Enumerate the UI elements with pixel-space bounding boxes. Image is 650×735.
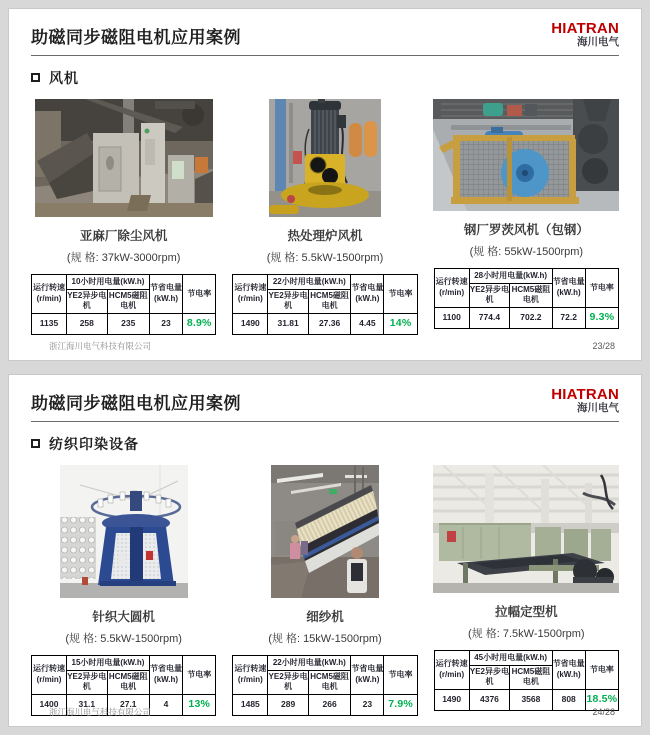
ye2-value-cell: 31.81 bbox=[268, 313, 309, 334]
hcm5-header-cell: HCM5磁阻电机 bbox=[510, 665, 552, 689]
slide-2 bbox=[8, 374, 642, 727]
rate-header-cell: 节电率 bbox=[183, 655, 216, 694]
footer-page-number: 24/28 bbox=[592, 707, 615, 717]
slide-footer bbox=[49, 340, 615, 352]
ye2-header-cell: YE2异步电机 bbox=[268, 289, 309, 313]
saving-header-cell: 节省电量 (kW.h) bbox=[149, 274, 182, 313]
hcm5-header-cell: HCM5磁阻电机 bbox=[510, 283, 552, 307]
speed-header-cell: 运行转速 (r/min) bbox=[434, 268, 469, 307]
energy-header-cell: 28小时用电量(kW.h) bbox=[469, 268, 552, 283]
ye2-header-cell: YE2异步电机 bbox=[67, 670, 108, 694]
case-caption: 钢厂罗茨风机（包钢） bbox=[463, 222, 589, 237]
roots-blower-illustration bbox=[433, 99, 619, 211]
saving-value-cell: 4.45 bbox=[351, 313, 384, 334]
rate-value-cell: 18.5% bbox=[585, 689, 618, 710]
dust-collector-illustration bbox=[35, 99, 213, 217]
hcm5-value-cell: 235 bbox=[107, 313, 149, 334]
metrics-table bbox=[232, 274, 417, 335]
ye2-header-cell: YE2异步电机 bbox=[469, 283, 510, 307]
hcm5-header-cell: HCM5磁阻电机 bbox=[308, 670, 350, 694]
ye2-header-cell: YE2异步电机 bbox=[67, 289, 108, 313]
energy-header-cell: 45小时用电量(kW.h) bbox=[469, 650, 552, 665]
saving-header-cell: 节省电量 (kW.h) bbox=[149, 655, 182, 694]
case-card bbox=[232, 465, 417, 716]
speed-header-cell: 运行转速 (r/min) bbox=[233, 274, 268, 313]
footer-company: 浙江海川电气科技有限公司 bbox=[49, 341, 152, 351]
case-spec: (规 格: 15kW-1500rpm) bbox=[268, 632, 382, 645]
case-spec: (规 格: 5.5kW-1500rpm) bbox=[266, 251, 384, 264]
hiatran-logo bbox=[551, 387, 619, 414]
speed-header-cell: 运行转速 (r/min) bbox=[233, 655, 268, 694]
footer-page-number: 23/28 bbox=[592, 341, 615, 351]
slide-footer bbox=[49, 706, 615, 718]
footer-company: 浙江海川电气科技有限公司 bbox=[49, 707, 152, 717]
ye2-value-cell: 4376 bbox=[469, 689, 510, 710]
hcm5-value-cell: 27.1 bbox=[107, 694, 149, 715]
case-caption: 亚麻厂除尘风机 bbox=[79, 228, 168, 243]
hcm5-value-cell: 266 bbox=[308, 694, 350, 715]
hcm5-header-cell: HCM5磁阻电机 bbox=[308, 289, 350, 313]
speed-value-cell: 1135 bbox=[32, 313, 67, 334]
slide-header bbox=[31, 387, 619, 422]
photo-steel-mill-roots-blower bbox=[433, 99, 619, 211]
speed-header-cell: 运行转速 (r/min) bbox=[434, 650, 469, 689]
metrics-table bbox=[434, 650, 619, 711]
case-caption: 针织大圆机 bbox=[92, 609, 155, 624]
speed-header-cell: 运行转速 (r/min) bbox=[32, 655, 67, 694]
energy-header-cell: 22小时用电量(kW.h) bbox=[268, 655, 351, 670]
case-card bbox=[232, 99, 417, 335]
photo-circular-knitting-machine bbox=[60, 465, 188, 598]
logo-brand-text: HIATRAN bbox=[551, 20, 619, 37]
slide-1 bbox=[8, 8, 642, 361]
rate-value-cell: 14% bbox=[384, 313, 417, 334]
logo-subtitle-text: 海川电气 bbox=[577, 401, 619, 414]
energy-header-cell: 10小时用电量(kW.h) bbox=[67, 274, 150, 289]
case-card bbox=[31, 465, 216, 716]
section-heading bbox=[31, 68, 619, 88]
case-card bbox=[434, 465, 619, 716]
photo-spinning-frame bbox=[271, 465, 379, 598]
case-row bbox=[31, 465, 619, 716]
logo-subtitle-text: 海川电气 bbox=[577, 35, 619, 48]
saving-value-cell: 72.2 bbox=[552, 307, 585, 328]
speed-value-cell: 1400 bbox=[32, 694, 67, 715]
stenter-machine-illustration bbox=[433, 465, 619, 593]
ye2-header-cell: YE2异步电机 bbox=[469, 665, 510, 689]
saving-header-cell: 节省电量 (kW.h) bbox=[552, 268, 585, 307]
photo-flax-mill-dust-fan bbox=[35, 99, 213, 217]
saving-header-cell: 节省电量 (kW.h) bbox=[351, 655, 384, 694]
energy-header-cell: 15小时用电量(kW.h) bbox=[67, 655, 150, 670]
square-bullet-icon bbox=[31, 73, 40, 82]
speed-value-cell: 1485 bbox=[233, 694, 268, 715]
rate-header-cell: 节电率 bbox=[183, 274, 216, 313]
hcm5-value-cell: 27.36 bbox=[308, 313, 350, 334]
ye2-value-cell: 289 bbox=[268, 694, 309, 715]
slide-title: 助磁同步磁阻电机应用案例 bbox=[31, 393, 241, 413]
case-card bbox=[31, 99, 216, 335]
saving-value-cell: 808 bbox=[552, 689, 585, 710]
hcm5-value-cell: 702.2 bbox=[510, 307, 552, 328]
saving-header-cell: 节省电量 (kW.h) bbox=[351, 274, 384, 313]
case-row bbox=[31, 99, 619, 335]
hcm5-header-cell: HCM5磁阻电机 bbox=[107, 670, 149, 694]
slide-header bbox=[31, 21, 619, 56]
ye2-value-cell: 31.1 bbox=[67, 694, 108, 715]
case-spec: (规 格: 5.5kW-1500rpm) bbox=[65, 632, 182, 645]
speed-value-cell: 1490 bbox=[434, 689, 469, 710]
slide-title: 助磁同步磁阻电机应用案例 bbox=[31, 27, 241, 47]
saving-value-cell: 23 bbox=[149, 313, 182, 334]
section-heading bbox=[31, 434, 619, 454]
hcm5-value-cell: 3568 bbox=[510, 689, 552, 710]
rate-value-cell: 9.3% bbox=[585, 307, 618, 328]
speed-header-cell: 运行转速 (r/min) bbox=[32, 274, 67, 313]
rate-value-cell: 13% bbox=[183, 694, 216, 715]
rate-value-cell: 7.9% bbox=[384, 694, 417, 715]
case-caption: 细纱机 bbox=[306, 609, 344, 624]
speed-value-cell: 1490 bbox=[233, 313, 268, 334]
case-spec: (规 格: 37kW-3000rpm) bbox=[66, 251, 181, 264]
photo-heat-treatment-furnace-fan bbox=[269, 99, 381, 217]
square-bullet-icon bbox=[31, 439, 40, 448]
case-caption: 热处理炉风机 bbox=[287, 228, 363, 243]
knitting-machine-illustration bbox=[60, 465, 188, 598]
ye2-value-cell: 258 bbox=[67, 313, 108, 334]
ye2-value-cell: 774.4 bbox=[469, 307, 510, 328]
saving-value-cell: 23 bbox=[351, 694, 384, 715]
logo-brand-text: HIATRAN bbox=[551, 386, 619, 403]
saving-header-cell: 节省电量 (kW.h) bbox=[552, 650, 585, 689]
section-label: 纺织印染设备 bbox=[49, 435, 139, 452]
energy-header-cell: 22小时用电量(kW.h) bbox=[268, 274, 351, 289]
case-spec: (规 格: 7.5kW-1500rpm) bbox=[468, 627, 585, 640]
ye2-header-cell: YE2异步电机 bbox=[268, 670, 309, 694]
rate-header-cell: 节电率 bbox=[585, 268, 618, 307]
spinning-frame-illustration bbox=[271, 465, 379, 598]
rate-header-cell: 节电率 bbox=[384, 274, 417, 313]
hcm5-header-cell: HCM5磁阻电机 bbox=[107, 289, 149, 313]
rate-value-cell: 8.9% bbox=[183, 313, 216, 334]
saving-value-cell: 4 bbox=[149, 694, 182, 715]
case-card bbox=[434, 99, 619, 335]
section-label: 风机 bbox=[49, 69, 79, 86]
metrics-table bbox=[31, 274, 216, 335]
case-caption: 拉幅定型机 bbox=[495, 604, 558, 619]
vertical-motor-illustration bbox=[269, 99, 381, 217]
speed-value-cell: 1100 bbox=[434, 307, 469, 328]
case-spec: (规 格: 55kW-1500rpm) bbox=[469, 245, 584, 258]
rate-header-cell: 节电率 bbox=[384, 655, 417, 694]
rate-header-cell: 节电率 bbox=[585, 650, 618, 689]
photo-stenter-setting-machine bbox=[433, 465, 619, 593]
metrics-table bbox=[434, 268, 619, 329]
hiatran-logo bbox=[551, 21, 619, 48]
